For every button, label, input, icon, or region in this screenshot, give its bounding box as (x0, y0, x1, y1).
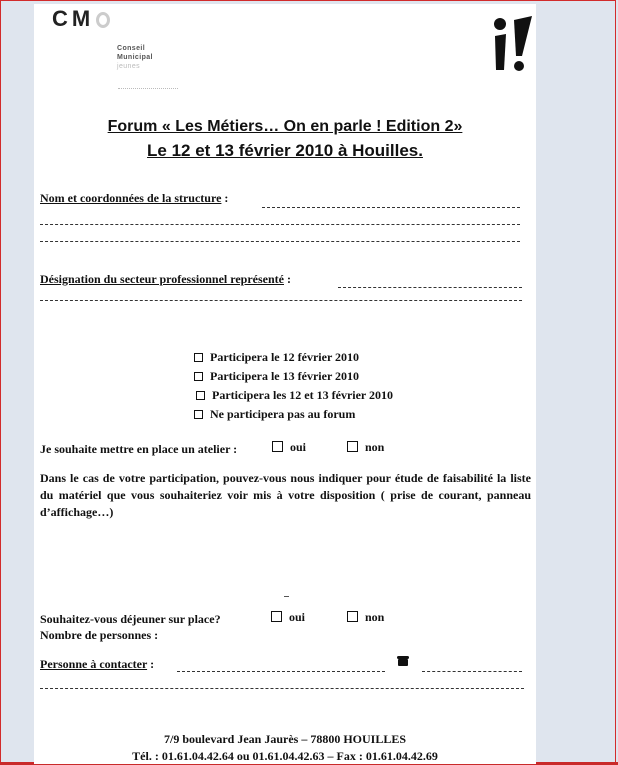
contact-line-1[interactable] (177, 671, 385, 672)
participation-option-3[interactable]: Participera les 12 et 13 février 2010 (196, 388, 393, 403)
footer-address: 7/9 boulevard Jean Jaurès – 78800 HOUILLES (163, 732, 407, 746)
dejeuner-question: Souhaitez-vous déjeuner sur place? (40, 612, 221, 626)
cm-logo-text: CM (52, 6, 95, 31)
cm-logo-subtitle (117, 44, 153, 71)
contact-line-2[interactable] (40, 688, 524, 689)
checkbox-icon[interactable] (194, 353, 203, 362)
sector-field-label (40, 272, 291, 287)
checkbox-icon[interactable] (194, 372, 203, 381)
structure-line-2[interactable] (40, 224, 520, 225)
checkbox-icon[interactable] (271, 611, 282, 622)
participation-option-1[interactable]: Participera le 12 février 2010 (194, 350, 359, 365)
contact-colon: : (147, 657, 155, 671)
checkbox-icon[interactable] (196, 391, 205, 400)
form-page (34, 4, 536, 764)
persons-count-label: Nombre de personnes : (40, 628, 159, 642)
sector-colon: : (284, 272, 291, 286)
cm-logo (52, 6, 110, 32)
participation-option-2[interactable]: Participera le 13 février 2010 (194, 369, 359, 384)
logo-ring-icon (96, 12, 110, 28)
sector-label-text: Désignation du secteur professionnel représenté (40, 272, 284, 286)
contact-label-text: Personne à contacter (40, 657, 148, 671)
phone-icon (397, 656, 409, 666)
form-title-line2: Le 12 et 13 février 2010 à Houilles. (147, 141, 423, 160)
logo-sub-line1: Conseil (117, 45, 146, 52)
logo-sub-line3: jeunes (117, 63, 141, 70)
participation-option-4[interactable]: Ne participera pas au forum (194, 407, 355, 422)
checkbox-icon[interactable] (347, 441, 358, 452)
checkbox-icon[interactable] (347, 611, 358, 622)
logo-dotted-line (118, 88, 178, 89)
structure-field-label (40, 191, 228, 206)
atelier-yes-option[interactable]: oui (272, 440, 306, 455)
sector-line-1[interactable] (338, 287, 522, 288)
checkbox-icon[interactable] (272, 441, 283, 452)
structure-line-1[interactable] (262, 207, 520, 208)
form-title-line1: Forum « Les Métiers… On en parle ! Edition 2» (107, 118, 463, 135)
atelier-question: Je souhaite mettre en place un atelier : (40, 442, 238, 456)
structure-colon: : (221, 191, 229, 205)
stray-mark (284, 596, 289, 597)
logo-sub-line2: Municipal (117, 54, 153, 61)
dejeuner-yes-option[interactable]: oui (271, 610, 305, 625)
atelier-no-option[interactable]: non (347, 440, 384, 455)
materiel-paragraph: Dans le cas de votre participation, pouvez-vous nous indiquer pour étude de faisabilité la liste du matériel que vous souhaiteriez voir mis à votre disposition ( prise de courant, panneau d’affichage…) (40, 471, 531, 519)
info-exclamation-logo-icon (492, 14, 536, 74)
footer-phone: Tél. : 01.61.04.42.64 ou 01.61.04.42.63 – Fax : 01.61.04.42.69 (132, 749, 438, 763)
structure-label-text: Nom et coordonnées de la structure (40, 191, 222, 205)
contact-phone-line[interactable] (422, 671, 522, 672)
sector-line-2[interactable] (40, 300, 522, 301)
checkbox-icon[interactable] (194, 410, 203, 419)
dejeuner-no-option[interactable]: non (347, 610, 384, 625)
structure-line-3[interactable] (40, 241, 520, 242)
contact-field-label (40, 657, 154, 672)
